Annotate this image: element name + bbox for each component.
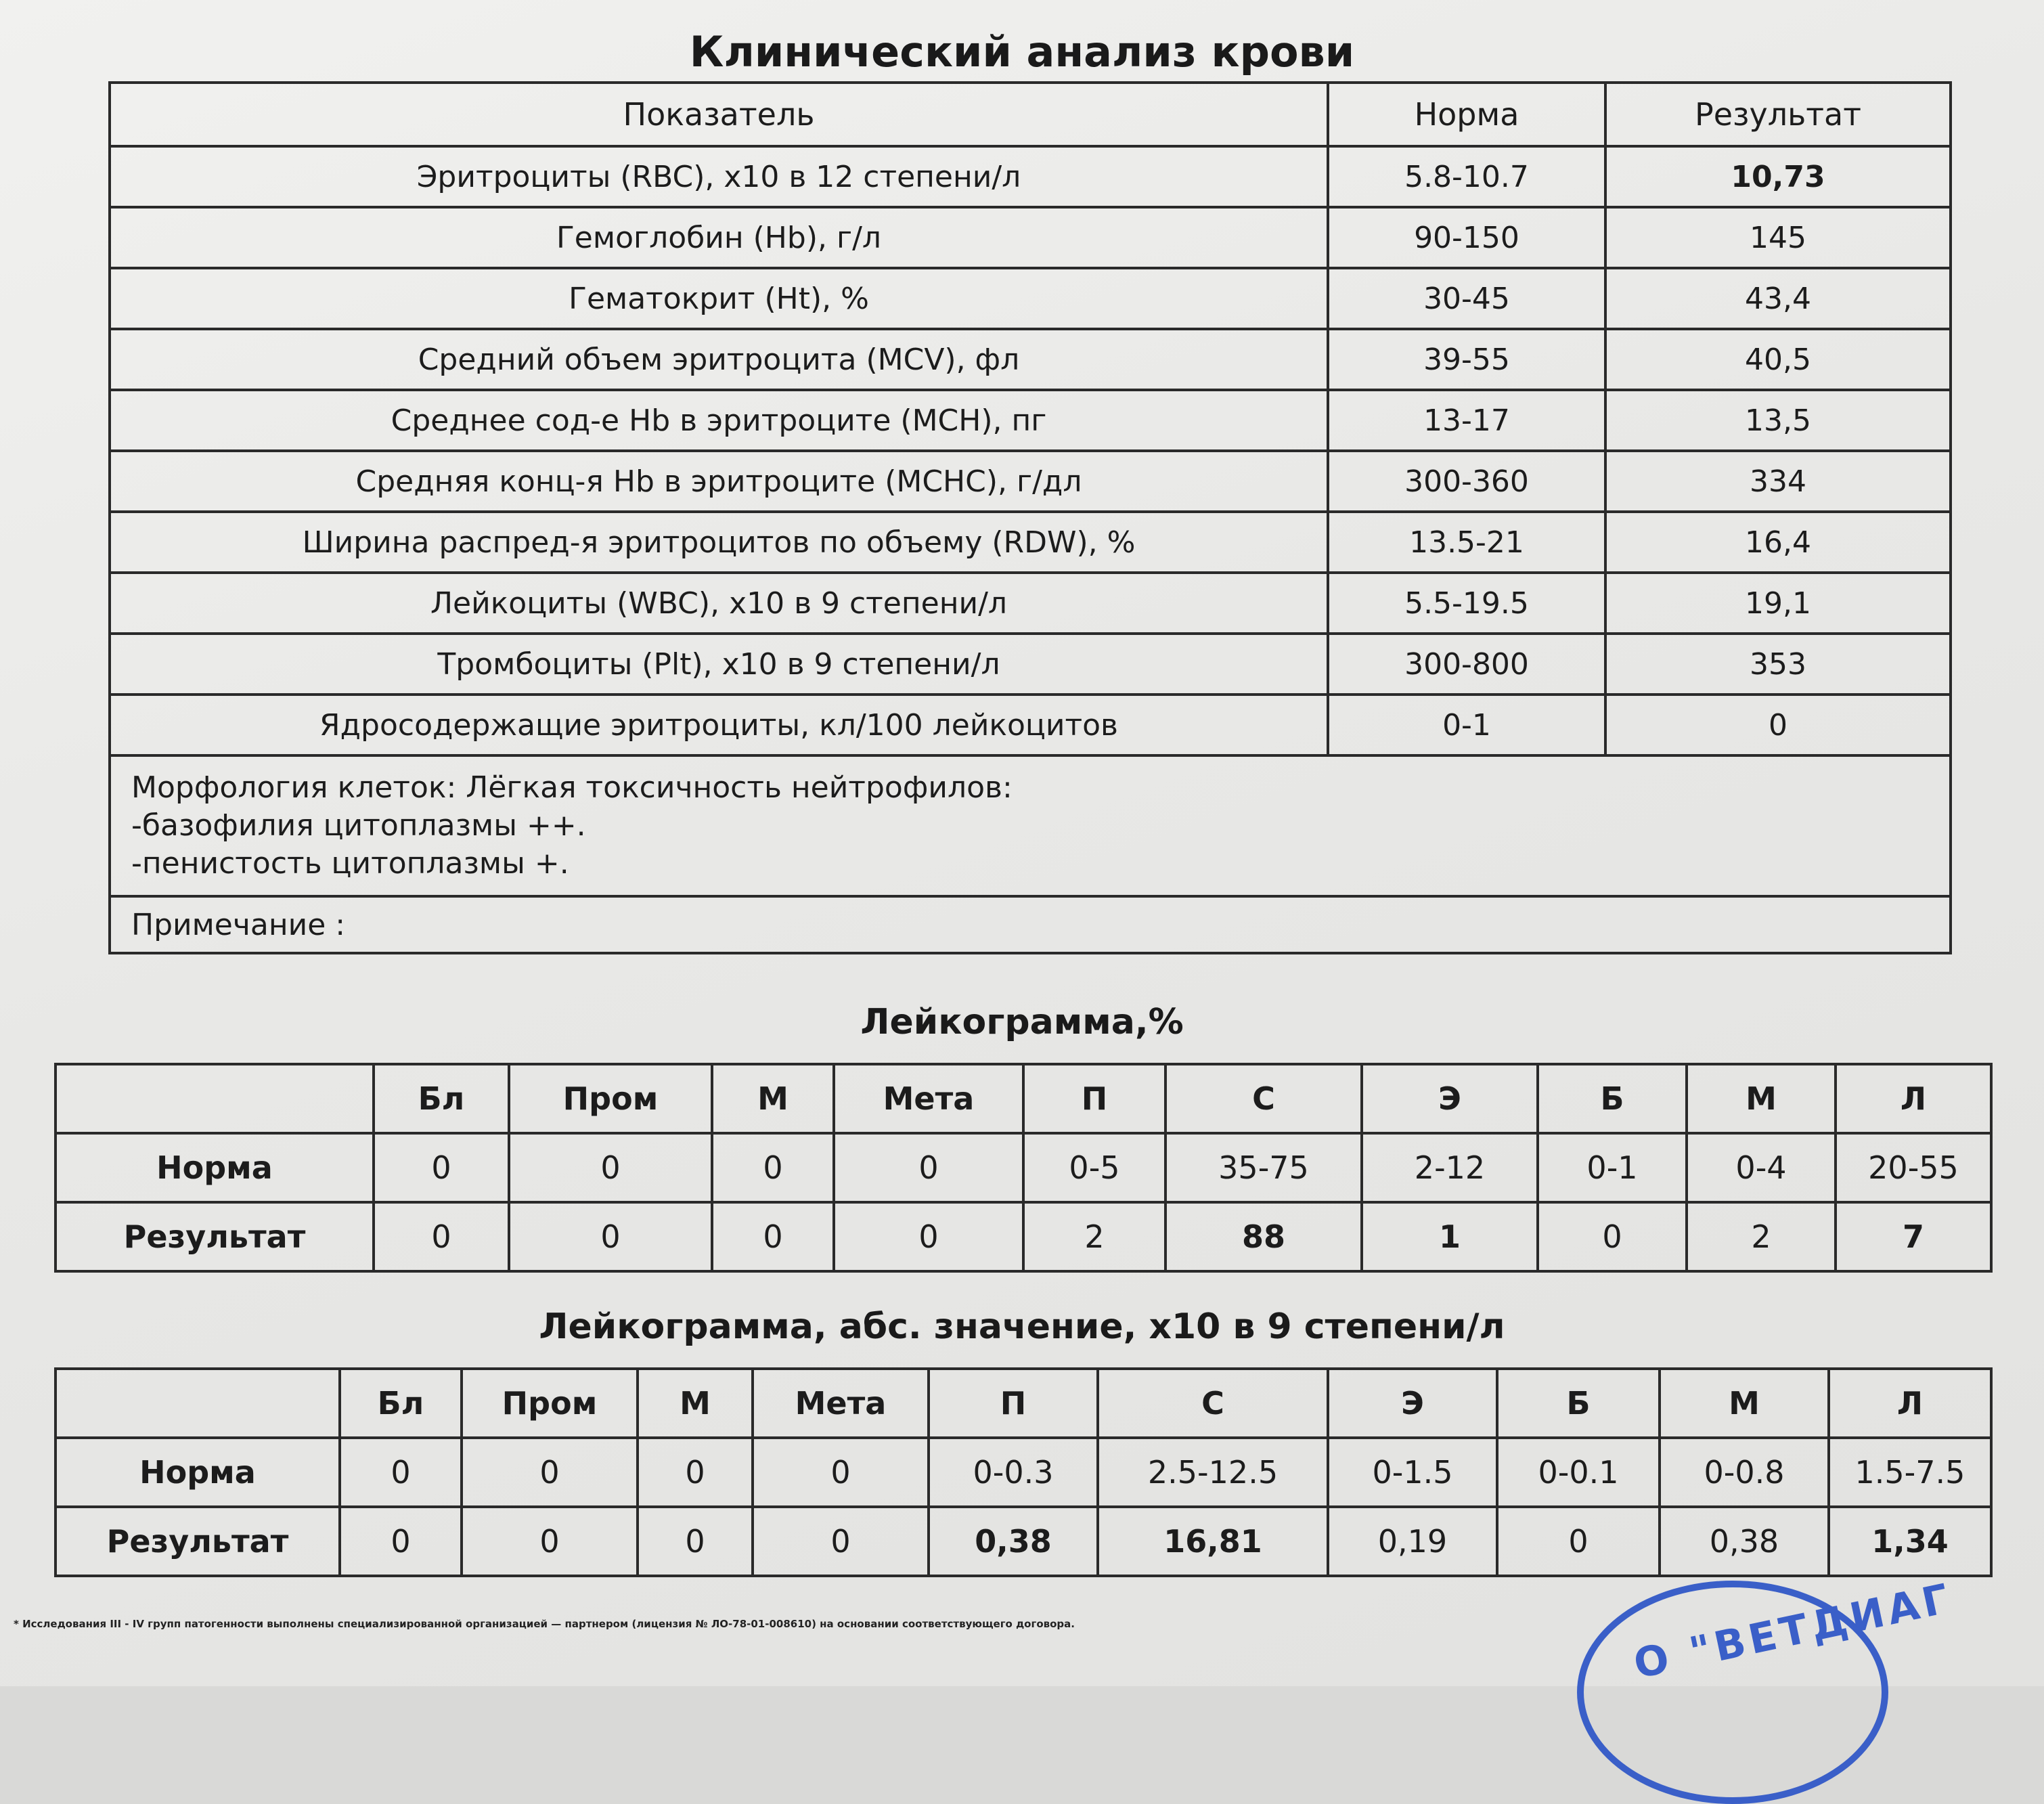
header-parameter: Показатель — [110, 83, 1328, 146]
header-cell: М — [638, 1369, 753, 1438]
norm-cell: 0-4 — [1687, 1133, 1836, 1202]
result-row — [55, 1507, 1991, 1576]
parameter-norm: 13-17 — [1328, 390, 1605, 451]
parameter-result: 16,4 — [1605, 512, 1951, 573]
corner-cell — [55, 1064, 374, 1133]
norm-cell: 0-1 — [1538, 1133, 1687, 1202]
norm-cell: 0 — [374, 1133, 509, 1202]
parameter-name: Гемоглобин (Hb), г/л — [110, 207, 1328, 268]
parameter-name: Эритроциты (RBC), x10 в 12 степени/л — [110, 146, 1328, 207]
norm-cell: 0 — [462, 1438, 638, 1507]
result-cell: 0,19 — [1328, 1507, 1497, 1576]
morphology-line: Морфология клеток: Лёгкая токсичность нейтрофилов: — [131, 770, 1013, 805]
result-cell: 1 — [1362, 1202, 1538, 1271]
norm-cell: 20-55 — [1836, 1133, 1991, 1202]
note-cell: Примечание : — [110, 896, 1951, 953]
corner-cell — [55, 1369, 340, 1438]
morphology-cell — [110, 755, 1951, 896]
table-header-row — [110, 83, 1951, 146]
parameter-name: Средняя конц-я Hb в эритроците (MCHC), г/дл — [110, 451, 1328, 512]
result-cell: 0 — [340, 1507, 462, 1576]
table-header-row — [55, 1064, 1991, 1133]
morphology-line: -базофилия цитоплазмы ++. — [131, 808, 586, 843]
result-cell: 0 — [638, 1507, 753, 1576]
table-row — [110, 207, 1951, 268]
parameter-result: 43,4 — [1605, 268, 1951, 329]
header-cell: Мета — [753, 1369, 929, 1438]
parameter-result: 145 — [1605, 207, 1951, 268]
parameter-result: 0 — [1605, 695, 1951, 755]
norm-cell: 0-0.3 — [929, 1438, 1098, 1507]
header-cell: Л — [1836, 1064, 1991, 1133]
result-cell: 0 — [374, 1202, 509, 1271]
parameter-result: 40,5 — [1605, 329, 1951, 390]
clinic-stamp — [1577, 1574, 1957, 1804]
header-cell: Пром — [462, 1369, 638, 1438]
document-title: Клинический анализ крови — [689, 27, 1355, 76]
table-row — [110, 573, 1951, 634]
result-cell: 0 — [753, 1507, 929, 1576]
result-cell: 0,38 — [1660, 1507, 1829, 1576]
table-row — [110, 634, 1951, 695]
table-row — [110, 390, 1951, 451]
header-cell: Мета — [834, 1064, 1023, 1133]
result-row — [55, 1202, 1991, 1271]
parameter-result: 353 — [1605, 634, 1951, 695]
norm-cell: 0-0.1 — [1497, 1438, 1660, 1507]
norm-cell: 2.5-12.5 — [1098, 1438, 1328, 1507]
parameter-norm: 90-150 — [1328, 207, 1605, 268]
header-cell: С — [1165, 1064, 1362, 1133]
leukogram-pct-table — [54, 1063, 1993, 1273]
header-cell: Бл — [340, 1369, 462, 1438]
table-row — [110, 512, 1951, 573]
header-result: Результат — [1605, 83, 1951, 146]
result-cell: 0 — [462, 1507, 638, 1576]
result-cell: 0 — [1497, 1507, 1660, 1576]
parameter-result: 334 — [1605, 451, 1951, 512]
parameter-norm: 30-45 — [1328, 268, 1605, 329]
stamp-text: О "ВЕТДИАГ — [1629, 1574, 1957, 1689]
header-cell: П — [1023, 1064, 1165, 1133]
leukogram-pct-title: Лейкограмма,% — [860, 1002, 1184, 1042]
parameter-norm: 5.5-19.5 — [1328, 573, 1605, 634]
table-row — [110, 451, 1951, 512]
parameter-name: Лейкоциты (WBC), x10 в 9 степени/л — [110, 573, 1328, 634]
norm-cell: 0 — [712, 1133, 834, 1202]
header-cell: Б — [1538, 1064, 1687, 1133]
result-cell: 0,38 — [929, 1507, 1098, 1576]
row-label: Результат — [55, 1507, 340, 1576]
norm-cell: 0 — [753, 1438, 929, 1507]
result-cell: 7 — [1836, 1202, 1991, 1271]
parameter-name: Тромбоциты (Plt), x10 в 9 степени/л — [110, 634, 1328, 695]
norm-cell: 35-75 — [1165, 1133, 1362, 1202]
leukogram-abs-table — [54, 1367, 1993, 1577]
table-header-row — [55, 1369, 1991, 1438]
norm-cell: 0-5 — [1023, 1133, 1165, 1202]
table-row — [110, 695, 1951, 755]
row-label: Норма — [55, 1438, 340, 1507]
result-cell: 0 — [509, 1202, 712, 1271]
header-cell: Бл — [374, 1064, 509, 1133]
morphology-row — [110, 755, 1951, 896]
parameter-name: Гематокрит (Ht), % — [110, 268, 1328, 329]
parameter-norm: 0-1 — [1328, 695, 1605, 755]
result-cell: 0 — [712, 1202, 834, 1271]
norm-row — [55, 1133, 1991, 1202]
parameter-name: Ядросодержащие эритроциты, кл/100 лейкоцитов — [110, 695, 1328, 755]
parameter-norm: 39-55 — [1328, 329, 1605, 390]
norm-cell: 0-1.5 — [1328, 1438, 1497, 1507]
table-row — [110, 329, 1951, 390]
result-cell: 0 — [1538, 1202, 1687, 1271]
table-row — [110, 268, 1951, 329]
header-cell: Э — [1362, 1064, 1538, 1133]
norm-cell: 0 — [340, 1438, 462, 1507]
parameter-name: Средний объем эритроцита (MCV), фл — [110, 329, 1328, 390]
parameter-result: 19,1 — [1605, 573, 1951, 634]
parameter-name: Ширина распред-я эритроцитов по объему (RDW), % — [110, 512, 1328, 573]
header-norm: Норма — [1328, 83, 1605, 146]
norm-cell: 0 — [638, 1438, 753, 1507]
note-row — [110, 896, 1951, 953]
footnote: * Исследования III - IV групп патогенности выполнены специализированной организацией — партнером (лицензия № ЛО-78-01-008610) на основании соответствующего договора. — [14, 1618, 1075, 1630]
morphology-line: -пенистость цитоплазмы +. — [131, 846, 569, 881]
header-cell: Б — [1497, 1369, 1660, 1438]
norm-cell: 2-12 — [1362, 1133, 1538, 1202]
row-label: Результат — [55, 1202, 374, 1271]
table-row — [110, 146, 1951, 207]
norm-cell: 0 — [509, 1133, 712, 1202]
row-label: Норма — [55, 1133, 374, 1202]
header-cell: М — [1687, 1064, 1836, 1133]
leukogram-abs-title: Лейкограмма, абс. значение, x10 в 9 степени/л — [539, 1306, 1505, 1347]
header-cell: М — [712, 1064, 834, 1133]
header-cell: П — [929, 1369, 1098, 1438]
parameter-norm: 5.8-10.7 — [1328, 146, 1605, 207]
header-cell: М — [1660, 1369, 1829, 1438]
result-cell: 88 — [1165, 1202, 1362, 1271]
header-cell: Э — [1328, 1369, 1497, 1438]
result-cell: 1,34 — [1829, 1507, 1991, 1576]
header-cell: Пром — [509, 1064, 712, 1133]
result-cell: 2 — [1023, 1202, 1165, 1271]
header-cell: С — [1098, 1369, 1328, 1438]
norm-cell: 1.5-7.5 — [1829, 1438, 1991, 1507]
parameter-name: Среднее сод-е Hb в эритроците (MCH), пг — [110, 390, 1328, 451]
result-cell: 2 — [1687, 1202, 1836, 1271]
result-cell: 16,81 — [1098, 1507, 1328, 1576]
parameter-norm: 13.5-21 — [1328, 512, 1605, 573]
parameter-norm: 300-800 — [1328, 634, 1605, 695]
result-cell: 0 — [834, 1202, 1023, 1271]
norm-row — [55, 1438, 1991, 1507]
header-cell: Л — [1829, 1369, 1991, 1438]
norm-cell: 0 — [834, 1133, 1023, 1202]
parameter-result: 10,73 — [1605, 146, 1951, 207]
parameter-norm: 300-360 — [1328, 451, 1605, 512]
blood-analysis-table — [108, 81, 1952, 954]
parameter-result: 13,5 — [1605, 390, 1951, 451]
norm-cell: 0-0.8 — [1660, 1438, 1829, 1507]
